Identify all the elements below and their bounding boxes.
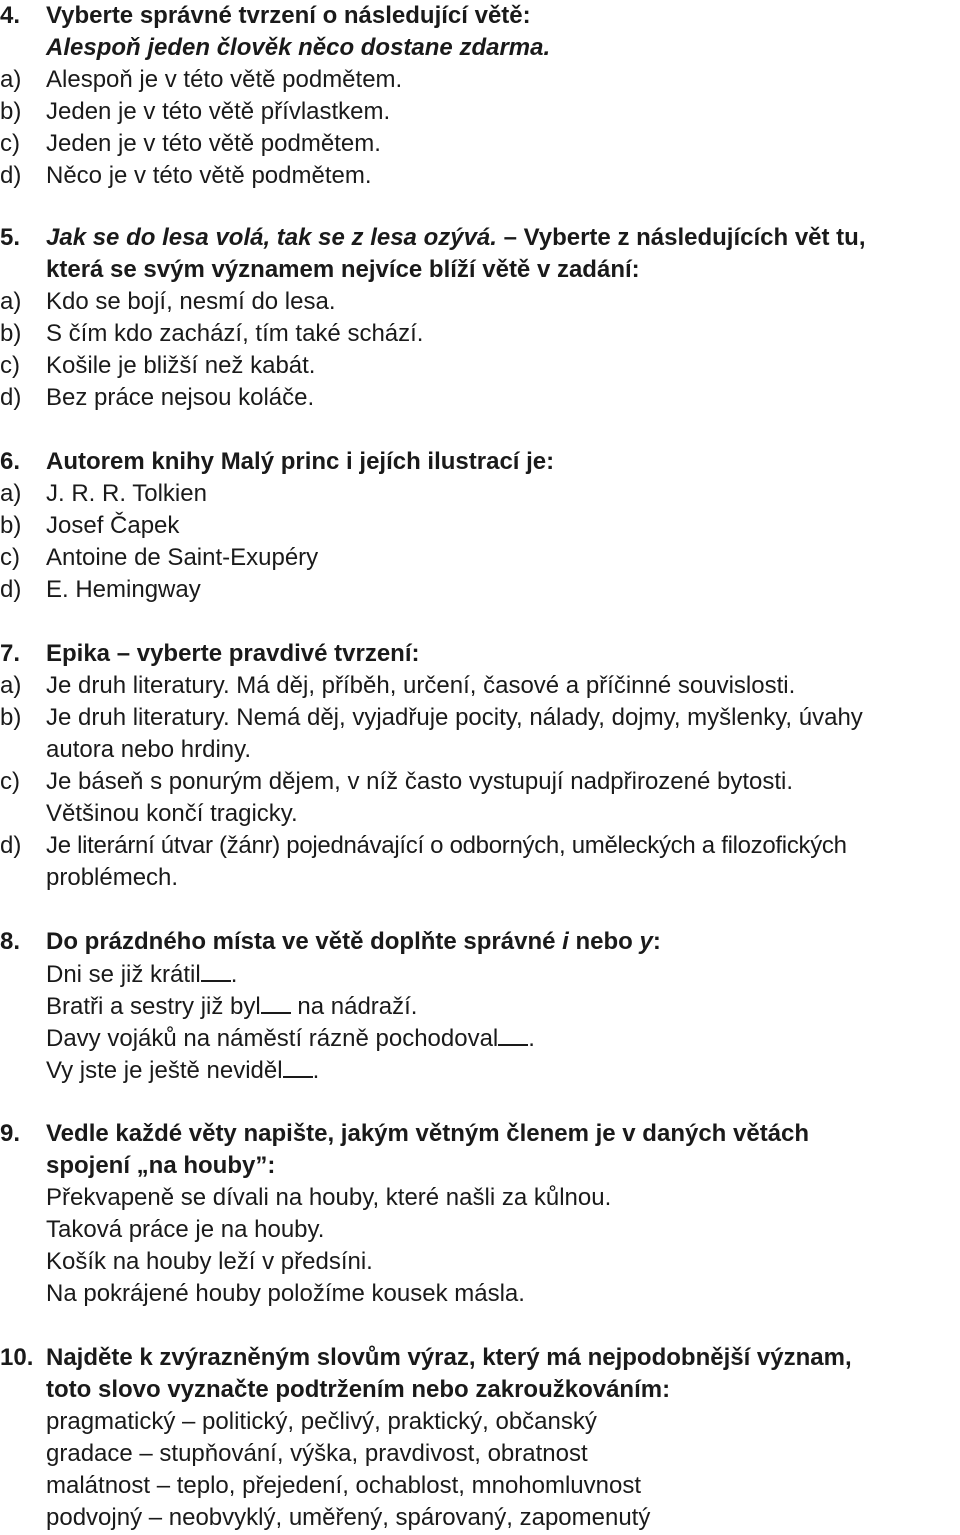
- answer-sentence[interactable]: [0, 1278, 958, 1310]
- question-number: 10.: [0, 1344, 34, 1371]
- fill-sentence: [0, 1054, 958, 1086]
- option-label: a): [0, 288, 22, 315]
- option-label: d): [0, 384, 22, 411]
- option-label: a): [0, 66, 22, 93]
- question-prompt: Vedle každé věty napište, jakým větným členem je v daných větách: [46, 1120, 810, 1147]
- fill-sentence: [0, 990, 958, 1022]
- letter-y: y: [639, 928, 653, 955]
- question-prompt-continued: spojení „na houby”:: [46, 1152, 276, 1179]
- answer-sentence[interactable]: [0, 1214, 958, 1246]
- option-text-continued: problémech.: [46, 864, 179, 891]
- option-text: Něco je v této větě podmětem.: [46, 162, 372, 189]
- blank-field[interactable]: [201, 958, 231, 982]
- option-a[interactable]: [0, 64, 958, 96]
- option-label: b): [0, 98, 22, 125]
- question-8: [0, 926, 958, 1086]
- sentence-text: Bratři a sestry již byl: [46, 993, 261, 1020]
- option-text: Kdo se bojí, nesmí do lesa.: [46, 288, 336, 315]
- option-text: J. R. R. Tolkien: [46, 480, 207, 507]
- option-text: E. Hemingway: [46, 576, 201, 603]
- option-label: c): [0, 130, 20, 157]
- option-b[interactable]: [0, 702, 958, 734]
- option-d[interactable]: [0, 382, 958, 414]
- option-text: S čím kdo zachází, tím také schází.: [46, 320, 424, 347]
- question-prompt: – Vyberte z následujících vět tu,: [496, 224, 866, 251]
- option-a[interactable]: [0, 286, 958, 318]
- question-4: [0, 0, 958, 192]
- answer-sentence[interactable]: [0, 1246, 958, 1278]
- question-number: 5.: [0, 224, 21, 251]
- question-prompt-continued: toto slovo vyznačte podtržením nebo zakroužkováním:: [46, 1376, 671, 1403]
- option-b[interactable]: [0, 96, 958, 128]
- option-text-continued: autora nebo hrdiny.: [46, 736, 252, 763]
- question-prompt-mid: nebo: [568, 928, 640, 955]
- question-number: 6.: [0, 448, 21, 475]
- option-text-continued: Většinou končí tragicky.: [46, 800, 298, 827]
- option-text: Alespoň je v této větě podmětem.: [46, 66, 403, 93]
- option-label: c): [0, 352, 20, 379]
- sentence-text: Dni se již krátil: [46, 961, 201, 988]
- sentence-text-end: .: [230, 961, 238, 988]
- option-d[interactable]: [0, 830, 958, 862]
- sentence-text: Na pokrájené houby položíme kousek másla.: [46, 1280, 525, 1307]
- option-label: a): [0, 672, 22, 699]
- question-proverb: Jak se do lesa volá, tak se z lesa ozývá.: [46, 224, 497, 251]
- question-number: 8.: [0, 928, 21, 955]
- sentence-text: Davy vojáků na náměstí rázně pochodoval: [46, 1025, 499, 1052]
- question-9: [0, 1118, 958, 1310]
- option-d[interactable]: [0, 574, 958, 606]
- blank-field[interactable]: [261, 990, 291, 1014]
- option-label: b): [0, 320, 22, 347]
- word-row-text: podvojný – neobvyklý, uměřený, spárovaný, zapomenutý: [46, 1504, 651, 1531]
- question-number: 4.: [0, 2, 21, 29]
- letter-i: i: [562, 928, 569, 955]
- option-text: Je druh literatury. Nemá děj, vyjadřuje pocity, nálady, dojmy, myšlenky, úvahy: [46, 704, 863, 731]
- option-text: Jeden je v této větě přívlastkem.: [46, 98, 391, 125]
- option-a[interactable]: [0, 670, 958, 702]
- option-label: c): [0, 544, 20, 571]
- option-text: Josef Čapek: [46, 512, 180, 539]
- sentence-text: Taková práce je na houby.: [46, 1216, 325, 1243]
- sentence-text: Vy jste je ještě neviděl: [46, 1057, 283, 1084]
- option-b[interactable]: [0, 510, 958, 542]
- option-c[interactable]: [0, 766, 958, 798]
- option-text: Je druh literatury. Má děj, příběh, určení, časové a příčinné souvislosti.: [46, 672, 796, 699]
- blank-field[interactable]: [498, 1022, 528, 1046]
- word-row[interactable]: [0, 1438, 958, 1470]
- option-b[interactable]: [0, 318, 958, 350]
- question-10: [0, 1342, 958, 1534]
- option-text: Je literární útvar (žánr) pojednávající o odborných, uměleckých a filozofických: [46, 832, 847, 859]
- fill-sentence: [0, 1022, 958, 1054]
- question-7: [0, 638, 958, 894]
- question-prompt: Epika – vyberte pravdivé tvrzení:: [46, 640, 420, 667]
- option-text: Bez práce nejsou koláče.: [46, 384, 315, 411]
- word-row-text: gradace – stupňování, výška, pravdivost, obratnost: [46, 1440, 588, 1467]
- answer-sentence[interactable]: [0, 1182, 958, 1214]
- question-prompt: Vyberte správné tvrzení o následující větě:: [46, 2, 531, 29]
- question-number: 9.: [0, 1120, 21, 1147]
- sentence-text: Košík na houby leží v předsíni.: [46, 1248, 373, 1275]
- option-text: Je báseň s ponurým dějem, v níž často vystupují nadpřirozené bytosti.: [46, 768, 794, 795]
- option-d[interactable]: [0, 160, 958, 192]
- word-row-text: pragmatický – politický, pečlivý, praktický, občanský: [46, 1408, 597, 1435]
- blank-field[interactable]: [283, 1054, 313, 1078]
- option-label: a): [0, 480, 22, 507]
- question-prompt-continued: která se svým významem nejvíce blíží větě v zadání:: [46, 256, 640, 283]
- option-c[interactable]: [0, 350, 958, 382]
- word-row[interactable]: [0, 1502, 958, 1534]
- sentence-text: Překvapeně se dívali na houby, které našli za kůlnou.: [46, 1184, 612, 1211]
- sentence-text-end: .: [528, 1025, 535, 1052]
- fill-sentence: [0, 958, 958, 990]
- option-label: d): [0, 162, 22, 189]
- question-prompt-colon: :: [652, 928, 661, 955]
- option-text: Antoine de Saint-Exupéry: [46, 544, 319, 571]
- sentence-text-end: .: [312, 1057, 320, 1084]
- option-label: c): [0, 768, 20, 795]
- option-label: d): [0, 576, 22, 603]
- question-6: [0, 446, 958, 606]
- option-label: d): [0, 832, 22, 859]
- option-label: b): [0, 704, 22, 731]
- question-5: [0, 222, 958, 414]
- option-c[interactable]: [0, 542, 958, 574]
- question-prompt: Do prázdného místa ve větě doplňte správné: [46, 928, 563, 955]
- option-a[interactable]: [0, 478, 958, 510]
- option-text: Košile je bližší než kabát.: [46, 352, 316, 379]
- question-number: 7.: [0, 640, 21, 667]
- sentence-text-end: na nádraží.: [290, 993, 418, 1020]
- word-row[interactable]: [0, 1406, 958, 1438]
- word-row-text: malátnost – teplo, přejedení, ochablost, mnohomluvnost: [46, 1472, 642, 1499]
- option-label: b): [0, 512, 22, 539]
- option-c[interactable]: [0, 128, 958, 160]
- option-text: Jeden je v této větě podmětem.: [46, 130, 381, 157]
- word-row[interactable]: [0, 1470, 958, 1502]
- question-sentence: Alespoň jeden člověk něco dostane zdarma.: [46, 34, 551, 61]
- question-prompt: Autorem knihy Malý princ i jejích ilustrací je:: [46, 448, 555, 475]
- question-prompt: Najděte k zvýrazněným slovům výraz, který má nejpodobnější význam,: [46, 1344, 852, 1371]
